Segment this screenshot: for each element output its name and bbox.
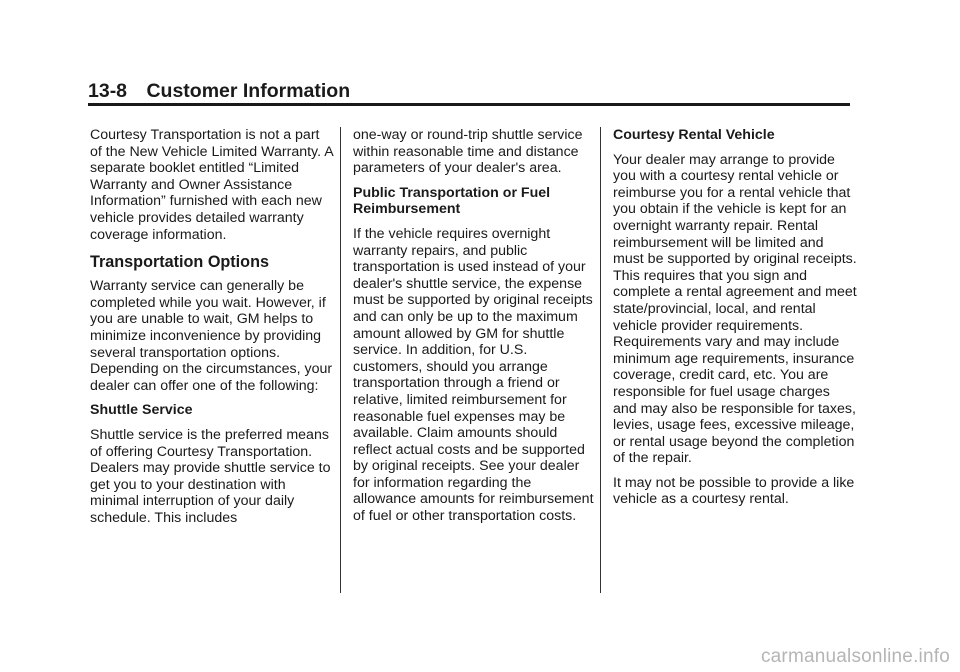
- like-vehicle-paragraph: It may not be possible to provide a like vehicle as a courtesy rental.: [613, 474, 855, 508]
- page-header: [88, 80, 350, 103]
- shuttle-service-paragraph: Shuttle service is the preferred means of offering Courtesy Transportation. Dealers may provide shuttle service to get you to your destination with minimal interruption of your daily schedule. This includes: [90, 426, 331, 526]
- page-number: 13-8: [88, 80, 128, 102]
- transportation-options-heading: Transportation Options: [90, 253, 269, 272]
- column-3: [613, 127, 857, 516]
- section-title: Customer Information: [146, 80, 351, 102]
- header-rule: [88, 103, 850, 106]
- shuttle-service-heading: Shuttle Service: [90, 402, 193, 419]
- courtesy-rental-paragraph: Your dealer may arrange to provide you with a courtesy rental vehicle or reimburse you for a rental vehicle that you obtain if the vehicle is kept for an overnight warranty repair. Rental reimbursement will be limited and must be supported by original receipts. This requires that you sign and complete a rental agreement and meet state/provincial, local, and rental vehicle provider requirements. Requirements vary and may include minimum age requirements, insurance coverage, credit card, etc. You are responsible for fuel usage charges and may also be responsible for taxes, levies, usage fees, excessive mileage, or rental usage beyond the completion of the repair.: [613, 151, 857, 467]
- public-transportation-heading: Public Transportation or Fuel Reimbursement: [353, 184, 551, 218]
- column-1: [90, 127, 334, 534]
- column-divider-2: [600, 127, 601, 593]
- courtesy-rental-heading: Courtesy Rental Vehicle: [613, 127, 775, 143]
- options-paragraph: Warranty service can generally be completed while you wait. However, if you are unable to wait, GM helps to minimize inconvenience by providing several transportation options. Depending on the circumstances, your dealer can offer one of the following:: [90, 278, 333, 394]
- public-transportation-paragraph: If the vehicle requires overnight warranty repairs, and public transportation is used instead of your dealer's shuttle service, the expense must be supported by original receipts and can only be up to the maximum amount allowed by GM for shuttle service. In addition, for U.S. customers, should you arrange transportation through a friend or relative, limited reimbursement for reasonable fuel expenses may be available. Claim amounts should reflect actual costs and be supported by original receipts. See your dealer for information regarding the allowance amounts for reimbursement of fuel or other transportation costs.: [353, 225, 594, 525]
- column-2: [353, 127, 597, 533]
- intro-paragraph: Courtesy Transportation is not a part of the New Vehicle Limited Warranty. A separate booklet entitled “Limited Warranty and Owner Assistance Information” furnished with each new vehicle provides detailed warranty coverage information.: [90, 127, 333, 243]
- watermark: carmanualsonline.info: [760, 646, 950, 667]
- shuttle-continued-paragraph: one-way or round-trip shuttle service within reasonable time and distance parameters of your dealer's area.: [353, 127, 583, 177]
- column-divider-1: [340, 127, 341, 593]
